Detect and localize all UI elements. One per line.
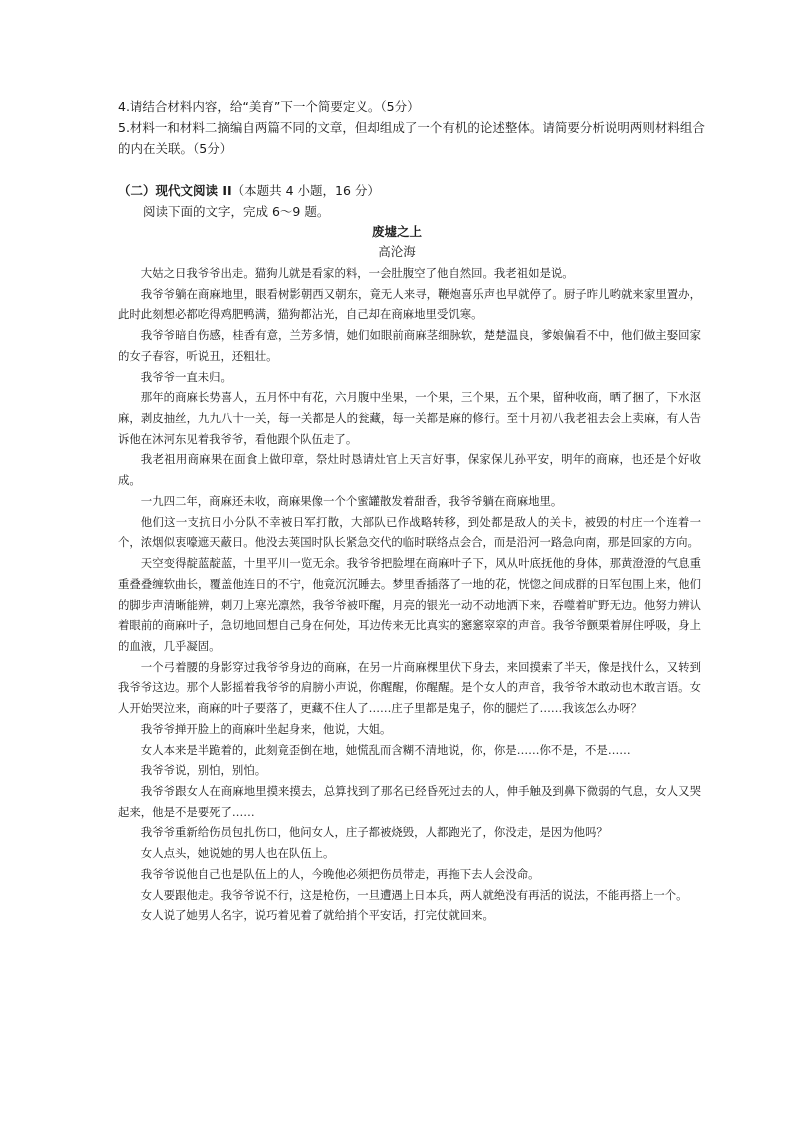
section-instruction: 阅读下面的文字，完成 6～9 题。 xyxy=(143,204,330,219)
paragraph: 他们这一支抗日小分队不幸被日军打散，大部队已作战略转移，到处都是敌人的关卡，被毁的村庄一个连着一个，浓烟似衷嚎遮天蔽日。他没去荚国时队长紧急交代的临时联络点会合，而是沿河一路急向南，那是回家的方向。 xyxy=(118,514,701,550)
paragraph: 我老祖用商麻果在面食上做印章，祭灶时恳请灶官上天言好事，保家保儿孙平安，明年的商麻，也还是个好收成。 xyxy=(118,452,701,488)
question-4: 4.请结合材料内容，给“美育”下一个简要定义。（5分） xyxy=(118,99,420,114)
question-5: 5.材料一和材料二摘编自两篇不同的文章，但却组成了一个有机的论述整体。请简要分析说明两则材料组合的内在关联。（5分） xyxy=(118,120,705,156)
paragraph: 一个弓着腰的身影穿过我爷爷身边的商麻，在另一片商麻棵里伏下身去，来回摸索了半天，像是找什么，又转到我爷爷这边。那个人影摇着我爷爷的肩膀小声说，你醒醒，你醒醒。是个女人的声音，我爷爷木敢动也木敢言语。女人开始哭泣来，商麻的叶子要落了，更藏不住人了……庄子里都是鬼子，你的腿烂了……我该怎么办呀？ xyxy=(118,659,701,716)
paragraph: 天空变得靛蓝靛蓝，十里平川一览无余。我爷爷把脸埋在商麻叶子下，风从叶底抚他的身体，那黄澄澄的气息重重叠叠缠软曲长，覆盖他连日的不宁，他竟沉沉睡去。梦里香插落了一地的花，恍惚之间成群的日军包围上来，他们的脚步声清晰能辨，刺刀上寒光凛然，我爷爷被吓醒，月亮的银光一动不动地洒下来，吞噬着旷野无边。他努力辨认着眼前的商麻叶子，急切地回想自己身在何处，耳边传来无比真实的窸窸窣窣的声音。我爷爷颤栗着屏住呼吸，身上的血液，几乎凝固。 xyxy=(118,556,701,653)
paragraph: 我爷爷重新给伤员包扎伤口，他问女人，庄子都被烧毁，人都跑光了，你没走，是因为他吗？ xyxy=(140,825,608,840)
paragraph: 女人要跟他走。我爷爷说不行，这是枪伤，一旦遭遇上日本兵，两人就绝没有再活的说法，不能再搭上一个。 xyxy=(140,887,688,902)
section-note: （本题共 4 小题，16 分） xyxy=(231,183,380,198)
paragraph: 我爷爷暗自伤感，桂香有意，兰芳多情，她们如眼前商麻茎细脉软，楚楚温良，爹娘偏看不中，他们做主娶回家的女子春容，听说丑，还粗壮。 xyxy=(118,328,701,363)
paragraph: 我爷爷一直未归。 xyxy=(140,369,232,384)
paragraph: 我爷爷躺在商麻地里，眼看树影朝西又朝东，竟无人来寻，鞭炮喜乐声也早就停了。厨子昨儿哟就来家里置办，此时此刻想必都吃得鸡肥鸭满，猫狗都沾光，自己却在商麻地里受饥寒。 xyxy=(118,286,701,322)
paragraph: 女人说了她男人名字，说巧着见着了就给捎个平安话，打完仗就回来。 xyxy=(140,908,494,923)
paragraph: 我爷爷说他自己也是队伍上的人，今晚他必须把伤员带走，再拖下去人会没命。 xyxy=(140,866,540,881)
section-heading: （二）现代文阅读 II xyxy=(118,183,232,198)
paragraph: 女人点头，她说她的男人也在队伍上。 xyxy=(140,846,335,861)
paragraph: 女人本来是半跪着的，此刻竟歪倒在地，她慌乱而含糊不清地说，你，你是……你不是，不是…… xyxy=(140,742,631,757)
paragraph: 我爷爷掸开脸上的商麻叶坐起身来，他说，大姐。 xyxy=(140,721,392,736)
article-body xyxy=(118,263,701,926)
article-author: 高沦海 xyxy=(378,244,416,259)
paragraph: 一九四二年，商麻还未收，商麻果像一个个蜜罐散发着甜香，我爷爷躺在商麻地里。 xyxy=(140,493,563,508)
article-title: 废墟之上 xyxy=(371,224,422,239)
paragraph: 那年的商麻长势喜人，五月怀中有花，六月腹中坐果，一个果，三个果，五个果，留种收商，晒了捆了，下水沤麻，剥皮抽丝，九九八十一关，每一关都是人的瓮藏，每一关都是麻的修行。至十月初八我老祖去会上卖麻，有人告诉他在沐河东见着我爷爷，看他跟个队伍走了。 xyxy=(118,390,701,446)
paragraph: 大姑之日我爷爷出走。猫狗儿就是看家的料，一会肚腹空了他自然回。我老祖如是说。 xyxy=(140,266,574,280)
paragraph: 我爷爷说，别怕，别怕。 xyxy=(140,763,267,778)
paragraph: 我爷爷跟女人在商麻地里摸来摸去，总算找到了那名已经昏死过去的人，伸手触及到鼻下微弱的气息，女人又哭起来，他是不是要死了…… xyxy=(118,783,701,819)
section-heading-line xyxy=(118,180,708,201)
